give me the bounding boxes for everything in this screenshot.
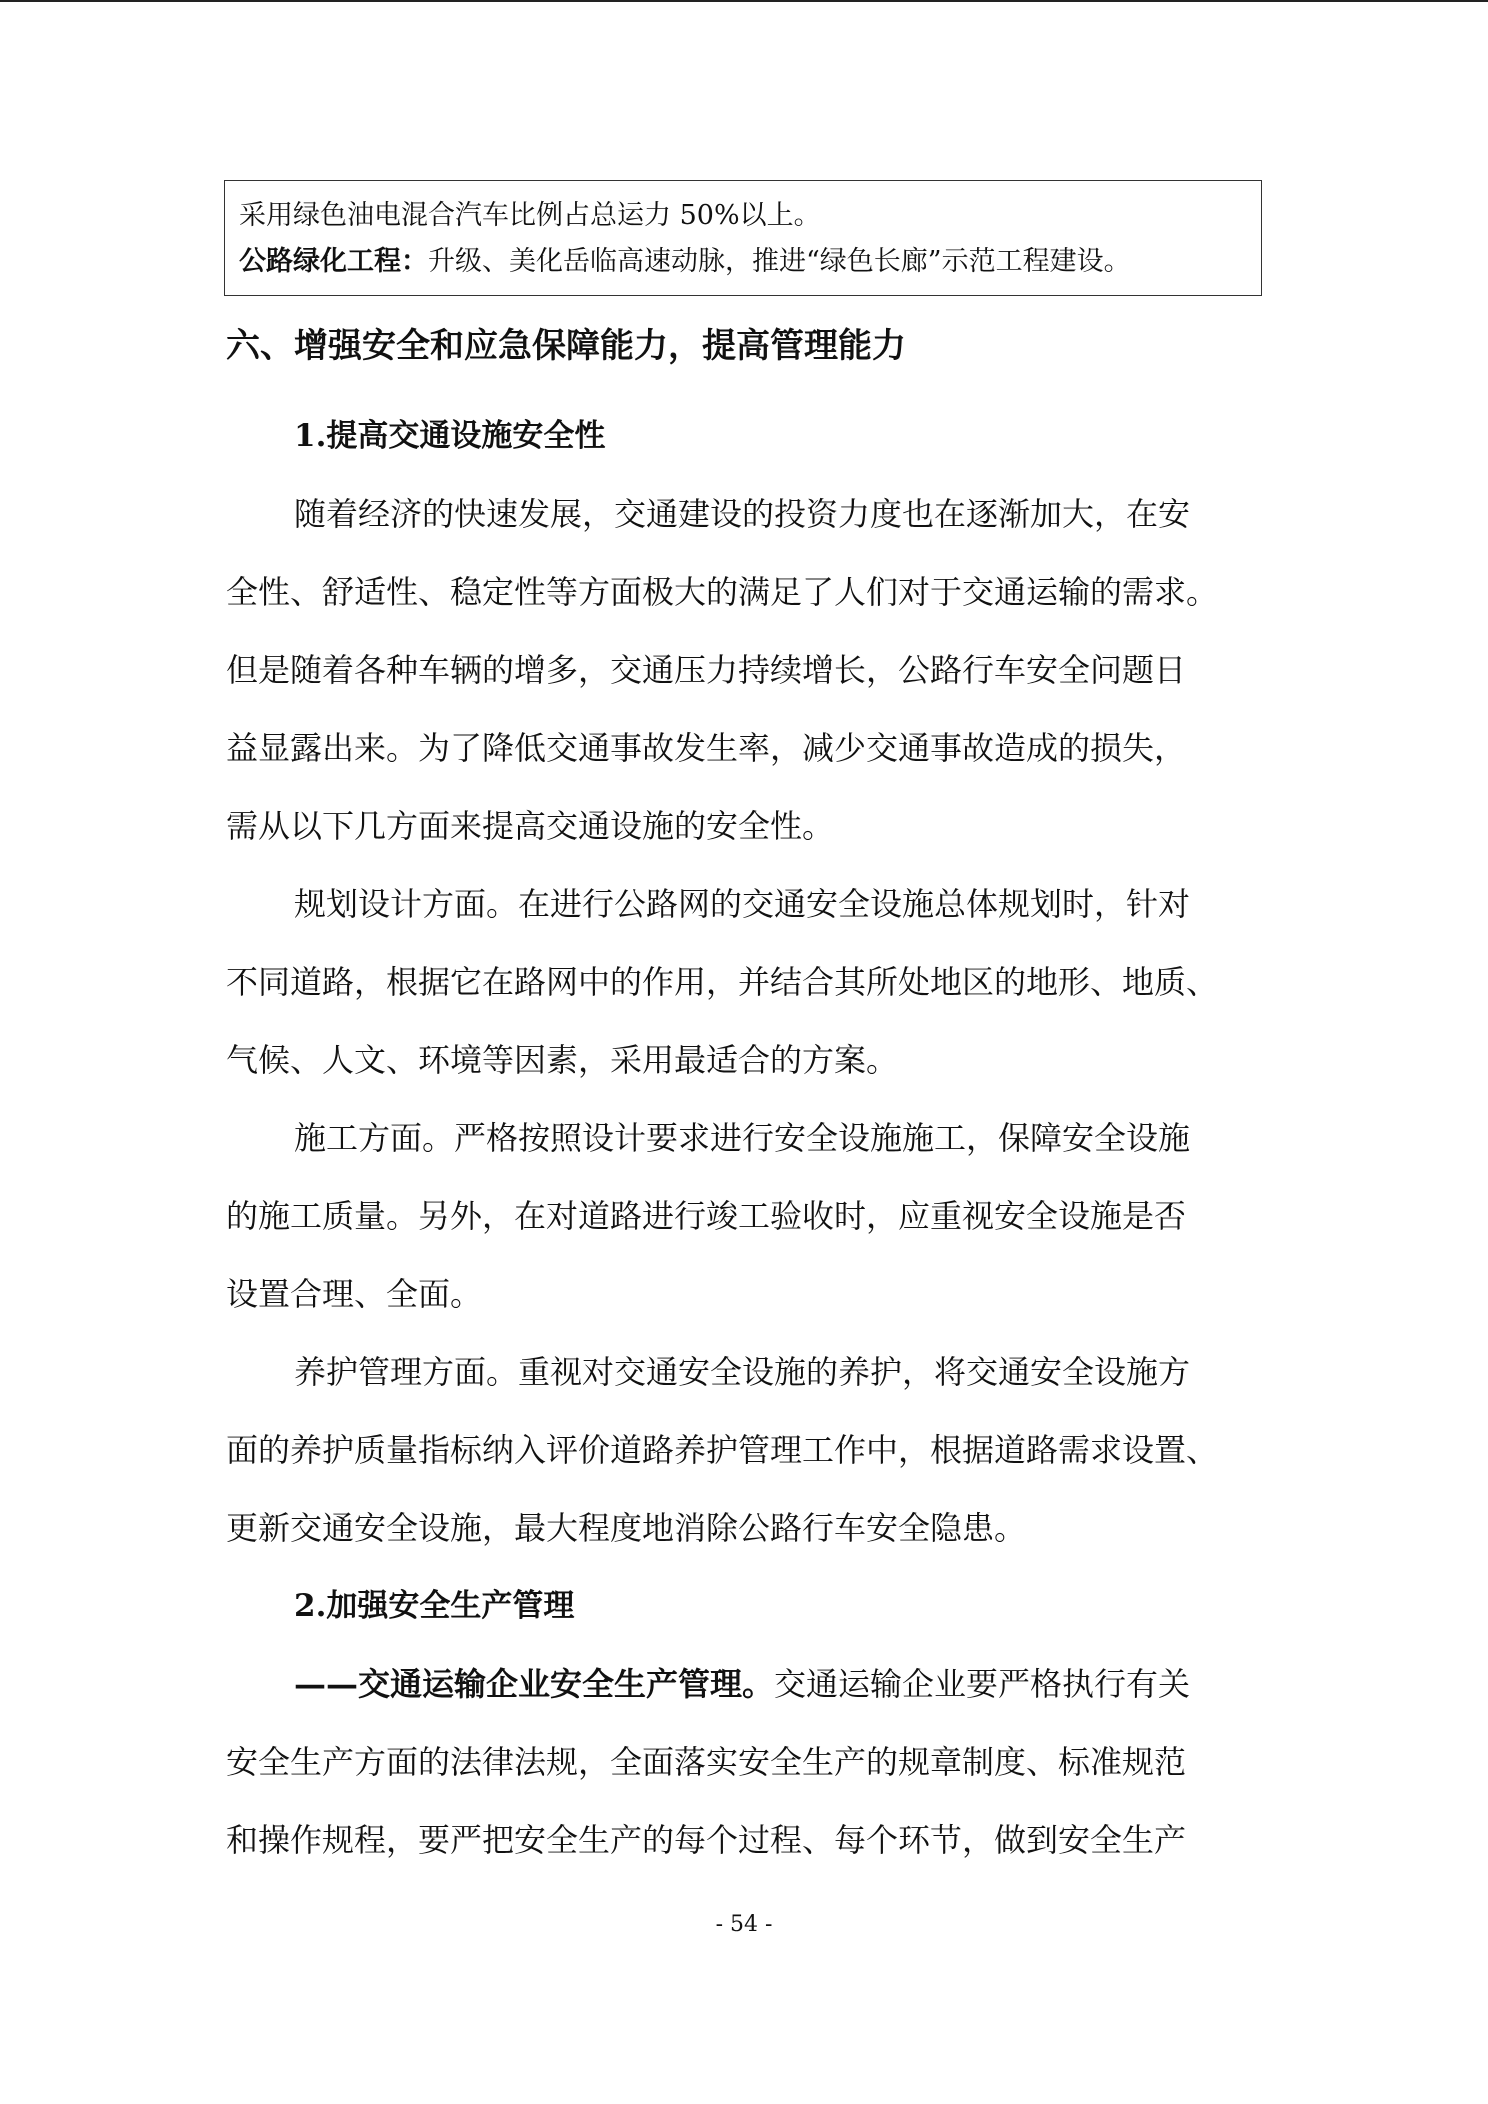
paragraph-line: 更新交通安全设施，最大程度地消除公路行车安全隐患。 [226, 1509, 1027, 1547]
paragraph-line: 安全生产方面的法律法规，全面落实安全生产的规章制度、标准规范 [226, 1743, 1187, 1781]
paragraph-line: 益显露出来。为了降低交通事故发生率，减少交通事故造成的损失， [226, 729, 1187, 767]
paragraph-line: 全性、舒适性、稳定性等方面极大的满足了人们对于交通运输的需求。 [226, 573, 1219, 611]
subsection-2-heading: 2.加强安全生产管理 [294, 1588, 575, 1624]
box-line-2 [239, 239, 1247, 285]
paragraph-lead-rest: 交通运输企业要严格执行有关 [774, 1665, 1191, 1703]
page-number: - 54 - [715, 1912, 773, 1937]
box-line-1: 采用绿色油电混合汽车比例占总运力 50%以上。 [239, 200, 821, 231]
paragraph-line [294, 1660, 1266, 1708]
top-border-rule [0, 0, 1488, 2]
paragraph-line: 需从以下几方面来提高交通设施的安全性。 [226, 807, 835, 845]
paragraph-line: 随着经济的快速发展，交通建设的投资力度也在逐渐加大，在安 [294, 495, 1191, 533]
paragraph-line: 的施工质量。另外，在对道路进行竣工验收时，应重视安全设施是否 [226, 1197, 1187, 1235]
subsection-1-heading: 1.提高交通设施安全性 [294, 418, 606, 454]
paragraph-line: 气候、人文、环境等因素，采用最适合的方案。 [226, 1041, 899, 1079]
box-line-2-text: 升级、美化岳临高速动脉，推进“绿色长廊”示范工程建设。 [428, 246, 1131, 277]
paragraph-line: 面的养护质量指标纳入评价道路养护管理工作中，根据道路需求设置、 [226, 1431, 1219, 1469]
paragraph-line: 但是随着各种车辆的增多，交通压力持续增长，公路行车安全问题日 [226, 651, 1187, 689]
box-line-2-label: 公路绿化工程： [239, 246, 428, 277]
paragraph-line: 不同道路，根据它在路网中的作用，并结合其所处地区的地形、地质、 [226, 963, 1219, 1001]
section-heading: 六、增强安全和应急保障能力，提高管理能力 [226, 326, 906, 366]
boxed-table-fragment [224, 180, 1262, 296]
paragraph-line: 养护管理方面。重视对交通安全设施的养护，将交通安全设施方 [294, 1353, 1191, 1391]
paragraph-line: 设置合理、全面。 [226, 1275, 483, 1313]
paragraph-line: 施工方面。严格按照设计要求进行安全设施施工，保障安全设施 [294, 1119, 1191, 1157]
paragraph-line: 规划设计方面。在进行公路网的交通安全设施总体规划时，针对 [294, 885, 1191, 923]
paragraph-line: 和操作规程，要严把安全生产的每个过程、每个环节，做到安全生产 [226, 1821, 1187, 1859]
paragraph-lead-phrase: ——交通运输企业安全生产管理。 [294, 1665, 775, 1703]
